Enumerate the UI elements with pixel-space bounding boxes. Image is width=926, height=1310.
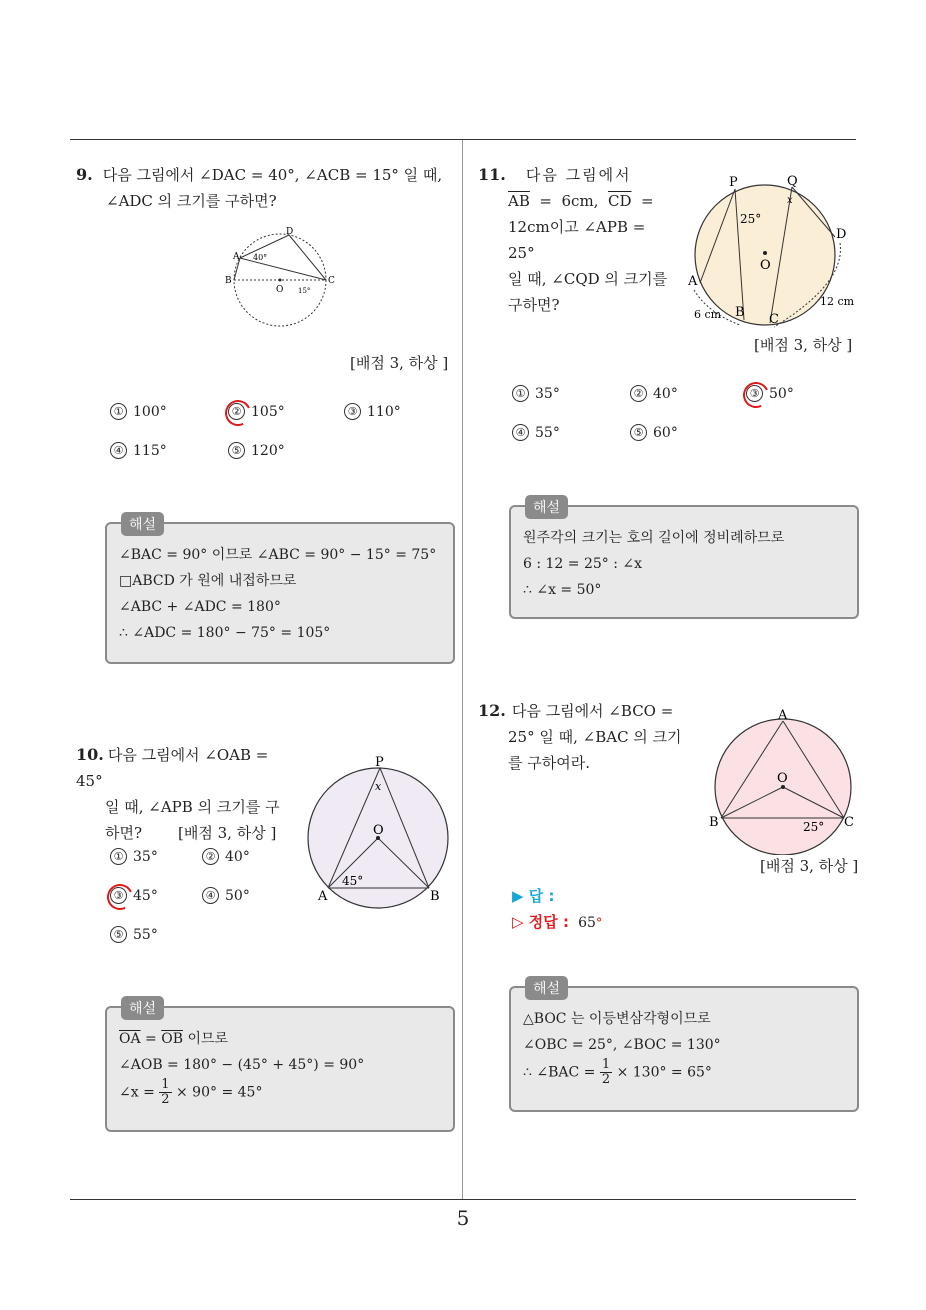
q11-line5: 구하면? — [508, 296, 560, 314]
q12-explanation-box — [509, 981, 859, 1112]
q9-explanation-box — [105, 517, 455, 664]
q9-label-a: A — [233, 252, 240, 262]
q10-line2: 일 때, ∠APB 의 크기를 구 — [105, 798, 280, 816]
q11-stem — [478, 162, 668, 318]
q12-label-c: C — [844, 815, 854, 830]
q9-label-angle-a: 40° — [253, 253, 268, 262]
top-rule — [70, 139, 856, 140]
q9-stem — [76, 162, 456, 214]
q10-stem — [76, 742, 296, 846]
q11-exp-line: 6 : 12 = 25° : ∠x — [523, 556, 643, 572]
q9-label-d: D — [286, 227, 294, 237]
q12-stem — [478, 698, 693, 776]
q10-score: [배점 3, 하상 ] — [178, 824, 277, 842]
q10-exp-line2: ∠AOB = 180° − (45° + 45°) = 90° — [119, 1057, 365, 1073]
q12-line2: 25° 일 때, ∠BAC 의 크기 — [508, 728, 682, 746]
q12-exp-line1: △BOC 는 이등변삼각형이므로 — [523, 1011, 711, 1027]
q9-label-c: C — [328, 276, 335, 286]
q11-label-c: C — [769, 312, 779, 327]
q9-option-5[interactable]: ⑤ 120° — [228, 442, 285, 459]
q9-center-dot — [279, 279, 282, 282]
q10-option-4[interactable]: ④ 50° — [202, 887, 250, 904]
q12-exp-line3: ∴ ∠BAC = $\frac{1}{2}$ × 130° = 65° — [523, 1057, 712, 1087]
q11-explanation-tag: 해설 — [525, 495, 568, 519]
q11-option-1[interactable]: ① 35° — [512, 385, 560, 402]
q12-answer-label: ▶ 답 : — [512, 887, 555, 905]
q11-line3: 12cm이고 ∠APB = 25° — [508, 218, 646, 262]
q12-label-o: O — [777, 771, 788, 786]
q12-label-b: B — [709, 815, 719, 830]
q9-label-o: O — [276, 285, 284, 295]
q9-number: 9. — [76, 165, 93, 184]
q11-label-p: P — [729, 175, 738, 190]
q10-number: 10. — [76, 745, 104, 764]
q9-exp-line: □ABCD 가 원에 내접하므로 — [119, 573, 297, 589]
q10-label-o: O — [373, 823, 384, 838]
q10-label-a: A — [318, 889, 328, 904]
q9-score: [배점 3, 하상 ] — [350, 354, 449, 372]
q12-correct-value: 65 — [578, 915, 596, 931]
q11-exp-line: ∴ ∠x = 50° — [523, 582, 602, 598]
page-number: 5 — [456, 1206, 470, 1230]
q11-label-a: A — [688, 274, 698, 289]
q11-label-x: x — [787, 195, 793, 206]
q10-explanation-box — [105, 1001, 455, 1132]
q12-label-a: A — [778, 708, 788, 723]
q11-option-4[interactable]: ④ 55° — [512, 424, 560, 441]
q9-option-3[interactable]: ③ 110° — [344, 403, 401, 420]
q9-exp-line: ∠BAC = 90° 이므로 ∠ABC = 90° − 15° = 75° — [119, 547, 437, 563]
q10-label-angle: 45° — [342, 874, 364, 888]
q9-option-2[interactable]: ② 105° — [228, 403, 285, 420]
q10-label-x: x — [375, 780, 382, 793]
q9-line2: ∠ADC 의 크기를 구하면? — [106, 192, 277, 210]
q12-line1: 다음 그림에서 ∠BCO = — [511, 702, 674, 720]
q9-option-1[interactable]: ① 100° — [110, 403, 167, 420]
q11-label-o: O — [760, 258, 771, 273]
q11-option-5[interactable]: ⑤ 60° — [630, 424, 678, 441]
q11-line4: 일 때, ∠CQD 의 크기를 — [508, 270, 668, 288]
q9-exp-line: ∠ABC + ∠ADC = 180° — [119, 599, 281, 615]
q9-option-4[interactable]: ④ 115° — [110, 442, 167, 459]
column-divider — [462, 140, 463, 1200]
q11-number: 11. — [478, 165, 506, 184]
q11-line1: 다음 그림에서 — [525, 166, 632, 184]
q11-option-2[interactable]: ② 40° — [630, 385, 678, 402]
q11-label-angle: 25° — [740, 212, 762, 226]
q11-label-arc2: 12 cm — [820, 295, 855, 308]
q11-label-q: Q — [787, 174, 798, 189]
q10-label-p: P — [375, 755, 384, 770]
q9-label-b: B — [225, 276, 232, 286]
q12-number: 12. — [478, 701, 506, 720]
q10-option-2[interactable]: ② 40° — [202, 848, 250, 865]
q12-line3: 를 구하여라. — [508, 754, 590, 772]
q9-exp-line: ∴ ∠ADC = 180° − 75° = 105° — [119, 625, 331, 641]
q10-option-5[interactable]: ⑤ 55° — [110, 926, 158, 943]
q11-figure — [680, 165, 860, 340]
q10-line1: 다음 그림에서 ∠OAB = 45° — [76, 746, 269, 790]
q12-label-angle: 25° — [803, 820, 825, 834]
q11-label-b: B — [735, 305, 745, 320]
q9-label-angle-c: 15° — [298, 287, 311, 295]
q11-center-dot — [763, 251, 767, 255]
q12-exp-line2: ∠OBC = 25°, ∠BOC = 130° — [523, 1037, 721, 1053]
q11-score: [배점 3, 하상 ] — [754, 336, 853, 354]
q10-explanation-tag: 해설 — [121, 996, 164, 1020]
q9-figure — [220, 225, 340, 333]
q12-figure — [705, 705, 865, 855]
q9-explanation-tag: 해설 — [121, 512, 164, 536]
q9-line1: 다음 그림에서 ∠DAC = 40°, ∠ACB = 15° 일 때, — [102, 166, 443, 184]
q10-option-1[interactable]: ① 35° — [110, 848, 158, 865]
q10-exp-line1: $\overline{OA} = \overline{OB}$ 이므로 — [119, 1031, 229, 1047]
q11-exp-line: 원주각의 크기는 호의 길이에 정비례하므로 — [523, 530, 785, 546]
q12-answer-row[interactable] — [512, 885, 554, 906]
q10-option-3[interactable]: ③ 45° — [110, 887, 158, 904]
q12-correct-row — [512, 911, 602, 932]
q10-label-b: B — [430, 889, 440, 904]
q12-correct-label: ▷ 정답 : — [512, 913, 569, 931]
q11-line2: $\overline{AB} = 6cm$, $\overline{CD}$ = — [508, 192, 654, 210]
q10-figure — [300, 750, 460, 910]
q12-explanation-tag: 해설 — [525, 976, 568, 1000]
q12-score: [배점 3, 하상 ] — [760, 857, 859, 875]
q11-option-3[interactable]: ③ 50° — [746, 385, 794, 402]
q12-degree-mark: ° — [595, 916, 603, 931]
q11-explanation-box — [509, 500, 859, 619]
q10-exp-line3: ∠x = $\frac{1}{2}$ × 90° = 45° — [119, 1077, 263, 1107]
bottom-rule — [70, 1199, 856, 1200]
q11-label-d: D — [836, 227, 847, 242]
q10-line3: 하면? — [105, 824, 143, 842]
q11-label-arc1: 6 cm — [694, 308, 722, 321]
